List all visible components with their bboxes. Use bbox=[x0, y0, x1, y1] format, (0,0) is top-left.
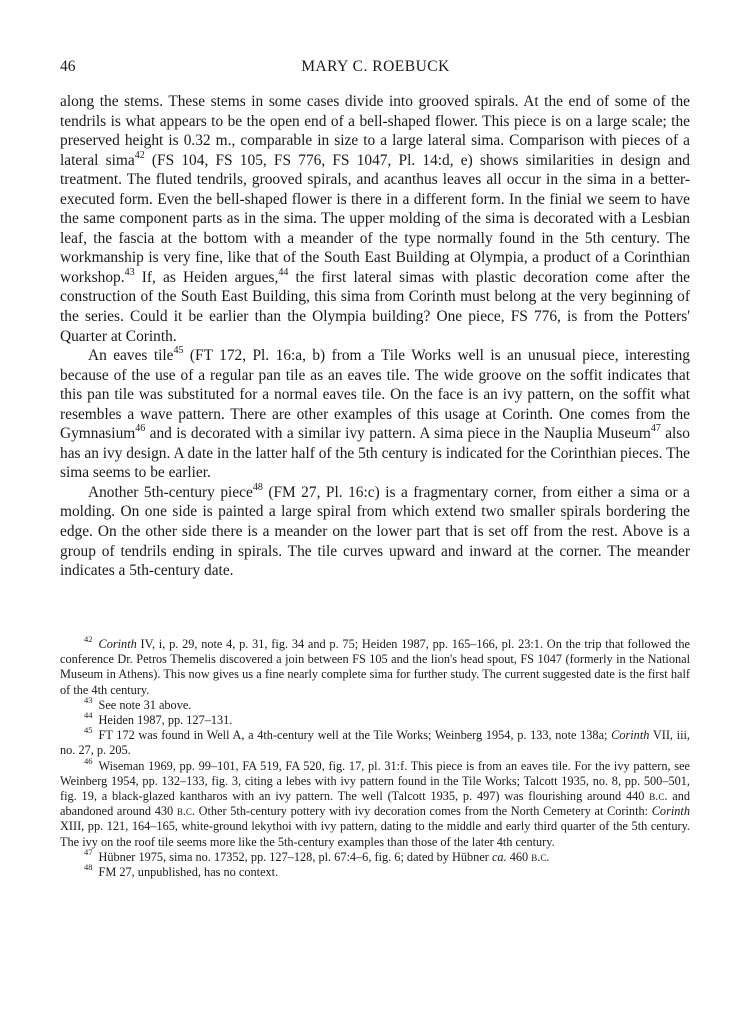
footnotes bbox=[60, 633, 690, 880]
page-header bbox=[60, 58, 691, 78]
footnote-45: $^{45}$ FT 172 was found in Well A, a 4th-century well at the Tile Works; Weinberg 1954, p. 133, note 138a; Corinth VII, iii, no. 27, p. 205. bbox=[60, 725, 690, 758]
footnote-ref-47[interactable]: 47 bbox=[650, 423, 661, 435]
paragraph-2: An eaves tile$^{45}$ (FT 172, Pl. 16:a, b) from a Tile Works well is an unusual piece, interesting because of the use of a regular pan tile as an eaves tile. The wide groove on the soffit indicates that this pan tile was substituted for a normal eaves tile. On the face is an ivy pattern, on the soffit what resembles a wave pattern. There are other examples of this usage at Corinth. One comes from the Gymnasium$^{46}$ and is decorated with a similar ivy pattern. A sima piece in the Nauplia Museum$^{47}$ also has an ivy design. A date in the latter half of the 5th century is indicated for the Corinthian pieces. The sima seems to be earlier. bbox=[60, 344, 690, 482]
paragraph-1: along the stems. These stems in some cases divide into grooved spirals. At the end of some of the tendrils is what appears to be the open end of a bell-shaped flower. This piece is on a large scale; the preserved height is 0.32 m., comparable in size to a large lateral sima. Comparison with pieces of a lateral sima$^{42}$ (FS 104, FS 105, FS 776, FS 1047, Pl. 14:d, e) shows similarities in design and treatment. The fluted tendrils, grooved spirals, and acanthus leaves all occur in the sima in a better-executed form. Even the bell-shaped flower is there in a different form. In the finial we seem to have the same component parts as in the sima. The upper molding of the sima is decorated with a Lesbian leaf, the fascia at the bottom with a meander of the type normally found in the 5th century. The workmanship is very fine, like that of the South East Building at Olympia, a product of a Corinthian workshop.$^{43}$ If, as Heiden argues,$^{44}$ the first lateral simas with plastic decoration come after the construction of the South East Building, this sima from Corinth must belong at the very beginning of the series. Could it be earlier than the Olympia building? One piece, FS 776, is from the Potters' Quarter at Corinth. bbox=[60, 93, 690, 345]
footnote-42: $^{42}$ Corinth IV, i, p. 29, note 4, p. 31, fig. 34 and p. 75; Heiden 1987, pp. 165–166, pl. 23:1. On the trip that followed the conference Dr. Petros Themelis discovered a join between FS 105 and the lion's head spout, FS 1047 (formerly in the National Museum in Athens). This now gives us a fine nearly complete sima for further study. The current suggested date is the first half of the 4th century. bbox=[60, 633, 690, 697]
footnote-ref-46[interactable]: 46 bbox=[135, 423, 146, 435]
footnote-ref-42[interactable]: 42 bbox=[134, 149, 145, 161]
paragraph-3: Another 5th-century piece$^{48}$ (FM 27, Pl. 16:c) is a fragmentary corner, from either a sima or a molding. On one side is painted a large spiral from which extend two smaller spirals bordering the edge. On the other side there is a meander on the lower part that is set off from the rest. Above is a group of tendrils ending in spirals. The tile curves upward and inward at the corner. The meander indicates a 5th-century date. bbox=[60, 481, 690, 580]
body-text bbox=[60, 92, 690, 581]
footnote-ref-48[interactable]: 48 bbox=[252, 481, 263, 493]
footnote-46: $^{46}$ Wiseman 1969, pp. 99–101, FA 519, FA 520, fig. 17, pl. 31:f. This piece is from an eaves tile. For the ivy pattern, see Weinberg 1954, pp. 132–133, fig. 3, citing a lebes with ivy pattern found in the Tile Works; Talcott 1935, no. 8, pp. 500–501, fig. 19, a black-glazed kantharos with an ivy pattern. The well (Talcott 1935, p. 497) was flourishing around 440 b.c. and abandoned around 430 b.c. Other 5th-century pottery with ivy decoration comes from the North Cemetery at Corinth: Corinth XIII, pp. 121, 164–165, white-ground lekythoi with ivy pattern, dating to the middle and early third quarter of the 5th century. The ivy on the roof tile seems more like the 5th-century examples than those of the later 4th century. bbox=[60, 755, 690, 849]
footnote-43: $^{43}$ See note 31 above. bbox=[84, 694, 192, 712]
footnote-ref-44[interactable]: 44 bbox=[278, 266, 289, 278]
footnote-44: $^{44}$ Heiden 1987, pp. 127–131. bbox=[84, 709, 233, 728]
footnote-ref-45[interactable]: 45 bbox=[173, 344, 184, 356]
footnote-ref-43[interactable]: 43 bbox=[124, 266, 135, 278]
footnote-47: $^{47}$ Hübner 1975, sima no. 17352, pp. 127–128, pl. 67:4–6, fig. 6; dated by Hübner ca. 460 b.c. bbox=[84, 846, 550, 864]
running-head: MARY C. ROEBUCK bbox=[301, 58, 450, 75]
footnote-48: $^{48}$ FM 27, unpublished, has no context. bbox=[84, 861, 279, 880]
page-number: 46 bbox=[60, 58, 76, 75]
